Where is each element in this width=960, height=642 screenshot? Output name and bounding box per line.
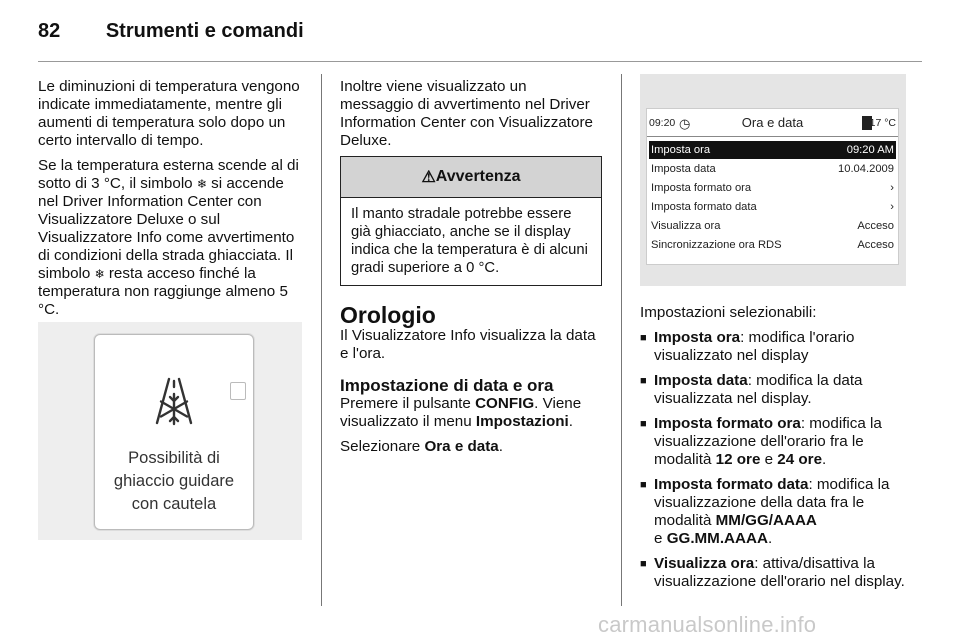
- message-icon: [230, 382, 246, 400]
- menu-keyword: Ora e data: [424, 438, 499, 455]
- text: .: [568, 413, 573, 430]
- menu-row-rds[interactable]: [649, 236, 896, 254]
- display-screenshot: [640, 74, 906, 286]
- ice-warning-sign: [94, 334, 254, 530]
- display-title: Ora e data: [741, 115, 804, 130]
- column-divider-2: [621, 74, 622, 606]
- clock-icon: ◷: [679, 116, 691, 131]
- column-1: [38, 78, 308, 326]
- paragraph: Impostazioni selezionabili:: [640, 304, 817, 321]
- caption-line: ghiaccio guidare: [113, 472, 235, 490]
- page-title: Strumenti e comandi: [105, 20, 304, 42]
- item-term: Imposta data: [654, 372, 748, 389]
- list-item: [640, 329, 906, 365]
- display-temperature: 17 °C: [869, 117, 896, 129]
- display-separator: [647, 136, 898, 137]
- item-term: Imposta formato data: [654, 476, 809, 493]
- warning-header: [341, 157, 601, 198]
- row-label: Imposta formato data: [651, 201, 757, 213]
- column-3: [640, 304, 906, 598]
- column-divider-1: [321, 74, 322, 606]
- item-term: 12 ore: [715, 451, 761, 468]
- info-display: [646, 108, 899, 265]
- paragraph: [38, 157, 308, 319]
- item-term: Imposta ora: [654, 329, 741, 346]
- paragraph: Le diminuzioni di temperatura vengono indicate immediatamente, mentre gli aumenti di temperatura solo dopo un certo intervallo di tempo.: [38, 78, 300, 149]
- paragraph: Inoltre viene visualizzato un messaggio di avvertimento nel Driver Information Center con Visualizzatore Deluxe.: [340, 78, 593, 149]
- item-term: Visualizza ora: [654, 555, 755, 572]
- item-text: : modifica la visualizzazione dell'orario fra le modalità: [654, 415, 882, 468]
- text: Se la temperatura esterna scende al di sotto di 3 °C, il simbolo: [38, 157, 299, 192]
- clock-section: [340, 290, 604, 463]
- menu-row-visualizza-ora[interactable]: [649, 217, 896, 235]
- subsection-heading: Impostazione di data e ora: [340, 376, 554, 395]
- row-label: Sincronizzazione ora RDS: [651, 239, 782, 251]
- paragraph: [340, 395, 604, 431]
- item-term: MM/GG/AAAA: [715, 512, 817, 529]
- header-rule: [38, 61, 922, 62]
- item-term: 24 ore: [777, 451, 823, 468]
- row-label: Imposta data: [651, 163, 716, 175]
- list-item: [640, 555, 906, 591]
- row-label: Visualizza ora: [651, 220, 721, 232]
- row-value: Acceso: [857, 239, 894, 251]
- item-term: GG.MM.AAAA: [666, 530, 768, 547]
- road-snowflake-icon: [95, 365, 253, 440]
- paragraph: [340, 438, 604, 456]
- ice-warning-image: [38, 322, 302, 540]
- chevron-right-icon: ›: [890, 182, 894, 194]
- row-label: Imposta ora: [651, 144, 711, 156]
- item-text: : modifica la visualizzazione della data fra le modalità: [654, 476, 890, 529]
- menu-row-imposta-ora[interactable]: [649, 141, 896, 159]
- display-time: 09:20: [649, 117, 676, 129]
- paragraph: Il Visualizzatore Info visualizza la data e l'ora.: [340, 327, 596, 362]
- watermark: carmanualsonline.info: [598, 612, 817, 637]
- item-text: : modifica la data visualizzata nel display.: [654, 372, 863, 407]
- warning-box: [340, 156, 602, 286]
- text: si accende nel Driver Information Center con Visualizzatore Deluxe o sul Visualizzatore Info come avvertimento di condizioni della strada ghiacciata. Il simbolo: [38, 175, 295, 282]
- item-text: e: [654, 530, 663, 547]
- settings-keyword: Impostazioni: [475, 413, 569, 430]
- text: Selezionare: [340, 438, 421, 455]
- column-2: [340, 78, 604, 157]
- warning-text: Il manto stradale potrebbe essere già ghiacciato, anche se il display indica che la temperatura è di alcuni gradi superiore a 0 °C.: [351, 206, 588, 276]
- row-value: 10.04.2009: [838, 163, 894, 175]
- caption-line: con cautela: [131, 495, 217, 513]
- warning-icon: ⚠: [421, 169, 436, 186]
- menu-row-formato-ora[interactable]: [649, 179, 896, 197]
- page-header: [38, 20, 304, 43]
- item-text: .: [767, 530, 773, 547]
- display-status-bar: [647, 115, 898, 131]
- snowflake-icon: ❄: [94, 267, 105, 281]
- chevron-right-icon: ›: [890, 201, 894, 213]
- text: . Viene visualizzato il menu: [340, 395, 582, 430]
- item-text: : modifica l'orario visualizzato nel display: [654, 329, 855, 364]
- text: .: [498, 438, 503, 455]
- text: Premere il pulsante: [340, 395, 471, 412]
- text: resta acceso finché la temperatura non raggiunge almeno 5 °C.: [38, 265, 288, 318]
- menu-row-formato-data[interactable]: [649, 198, 896, 216]
- item-term: Imposta formato ora: [654, 415, 801, 432]
- row-label: Imposta formato ora: [651, 182, 752, 194]
- config-keyword: CONFIG: [475, 395, 535, 412]
- ice-warning-caption: [95, 447, 253, 516]
- item-text: : attiva/disattiva la visualizzazione dell'orario nel display.: [654, 555, 905, 590]
- row-value: 09:20 AM: [846, 144, 894, 156]
- menu-row-imposta-data[interactable]: [649, 160, 896, 178]
- section-heading: Orologio: [340, 302, 436, 328]
- list-item: [640, 372, 906, 408]
- list-item: [640, 415, 906, 469]
- row-value: Acceso: [857, 220, 894, 232]
- item-text: .: [822, 451, 827, 468]
- snowflake-icon: ❄: [196, 177, 207, 191]
- item-text: e: [760, 451, 778, 468]
- caption-line: Possibilità di: [128, 449, 220, 467]
- warning-title: Avvertenza: [435, 168, 521, 185]
- list-item: [640, 476, 906, 548]
- page-number: 82: [38, 20, 61, 42]
